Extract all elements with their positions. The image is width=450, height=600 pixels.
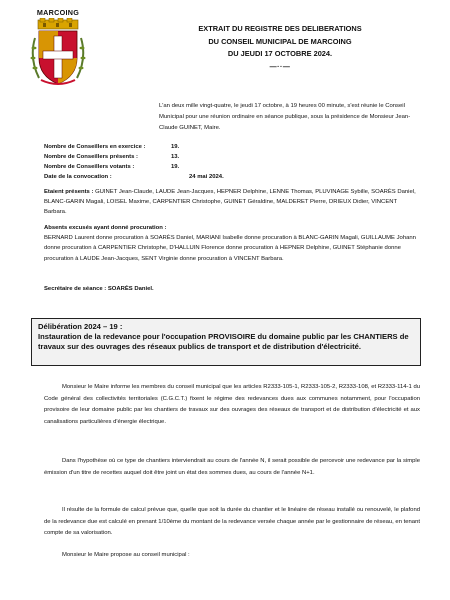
title-separator: —··— <box>269 64 291 71</box>
paragraph-text: Monsieur le Maire informe les membres du conseil municipal que les articles R2333-105-1, R2333-105-2, R2333-108, et R2333-114-1 du Code général des collectivités territoriales (C.G.C.T.) fixent le régime des redevances dues aux communes notamment, pour l'occupation provisoire de leur domaine public par les chantiers de travaux sur des ouvrages des réseaux de transport et de distribution d'électricité et aux canalisations particulières d'énergie électrique. <box>44 384 420 425</box>
count-row-votants <box>44 162 424 172</box>
document-title <box>130 23 430 61</box>
deliberation-title: Instauration de la redevance pour l'occupation PROVISOIRE du domaine public par les CHANTIERS de travaux sur des ouvrages des réseaux publics de transport et de distribution d'électricité. <box>38 332 409 352</box>
municipal-logo <box>20 8 96 88</box>
count-row-presents <box>44 152 424 162</box>
title-line-2: DU CONSEIL MUNICIPAL DE MARCOING <box>208 36 352 46</box>
commune-name: MARCOING <box>36 8 80 17</box>
count-row-exercice <box>44 142 424 152</box>
count-label: Nombre de Conseillers présents : <box>44 154 138 160</box>
absents-label: Absents excusés ayant donné procuration : <box>44 225 167 231</box>
coat-of-arms-icon <box>29 18 87 88</box>
present-members <box>44 187 419 218</box>
paragraph-text: Dans l'hypothèse où ce type de chantiers interviendrait au cours de l'année N, il serait possible de percevoir une redevance par la simple émission d'un titre de recettes auquel doit être joint un état des sommes dues, au cours de l'année N+1. <box>44 458 420 476</box>
attendance-counts <box>44 142 424 182</box>
title-line-1: EXTRAIT DU REGISTRE DES DELIBERATIONS <box>198 24 362 33</box>
count-label: Nombre de Conseillers votants : <box>44 164 135 170</box>
count-value: 13. <box>171 154 180 160</box>
body-paragraph-3 <box>44 505 420 540</box>
session-secretary: Secrétaire de séance : SOARÈS Daniel. <box>44 286 154 292</box>
paragraph-text: Monsieur le Maire propose au conseil municipal : <box>62 552 190 558</box>
count-row-convocation <box>44 172 424 182</box>
absents-text: BERNARD Laurent donne procuration à SOARÈS Daniel, MARIANI Isabelle donne procuration à BLANC-GARIN Magali, GUILLAUME Johann donne procuration à CARPENTIER Christophe, D'HALLUIN Florence donne procuration à HEPNER Delphine, GUINET Stéphanie donne procuration à LAUDE Jean-Jacques, SENT Virginie donne procuration à VINCENT Barbara. <box>44 235 416 262</box>
count-label: Date de la convocation : <box>44 174 112 180</box>
deliberation-number: Délibération 2024 – 19 : <box>38 322 123 331</box>
body-paragraph-1 <box>44 382 420 428</box>
present-names: GUINET Jean-Claude, LAUDE Jean-Jacques, HEPNER Delphine, LENNE Thomas, PLUVINAGE Sybille, SOARÈS Daniel, BLANC-GARIN Magali, LOISEL Maxime, CARPENTIER Christophe, GUINET Géraldine, MALDERET Pierre, DRIEUX Didier, VINCENT Barbara. <box>44 189 416 216</box>
count-value: 19. <box>171 164 180 170</box>
meeting-intro: L'an deux mille vingt-quatre, le jeudi 17 octobre, à 19 heures 00 minute, s'est réunie le Conseil Municipal pour une réunion ordinaire en séance publique, sous la présidence de Monsieur Jean-Claude GUINET, Maire. <box>159 103 411 131</box>
absent-members <box>44 223 419 264</box>
count-value: 19. <box>171 144 180 150</box>
count-label: Nombre de Conseillers en exercice : <box>44 144 146 150</box>
count-value: 24 mai 2024. <box>189 174 224 180</box>
body-paragraph-2 <box>44 456 420 479</box>
paragraph-text: Il résulte de la formule de calcul prévue que, quelle que soit la durée du chantier et le linéaire de réseau installé ou renouvelé, le plafond de la redevance due est calculé en prenant 1/10ème du montant de la redevance versée chaque année par le gestionnaire de réseau, en tenant compte de sa valorisation. <box>44 507 420 537</box>
title-line-3: DU JEUDI 17 OCTOBRE 2024. <box>227 49 333 59</box>
deliberation-header-box <box>31 318 421 366</box>
present-label: Etaient présents : <box>44 189 94 195</box>
body-paragraph-4 <box>44 550 420 562</box>
